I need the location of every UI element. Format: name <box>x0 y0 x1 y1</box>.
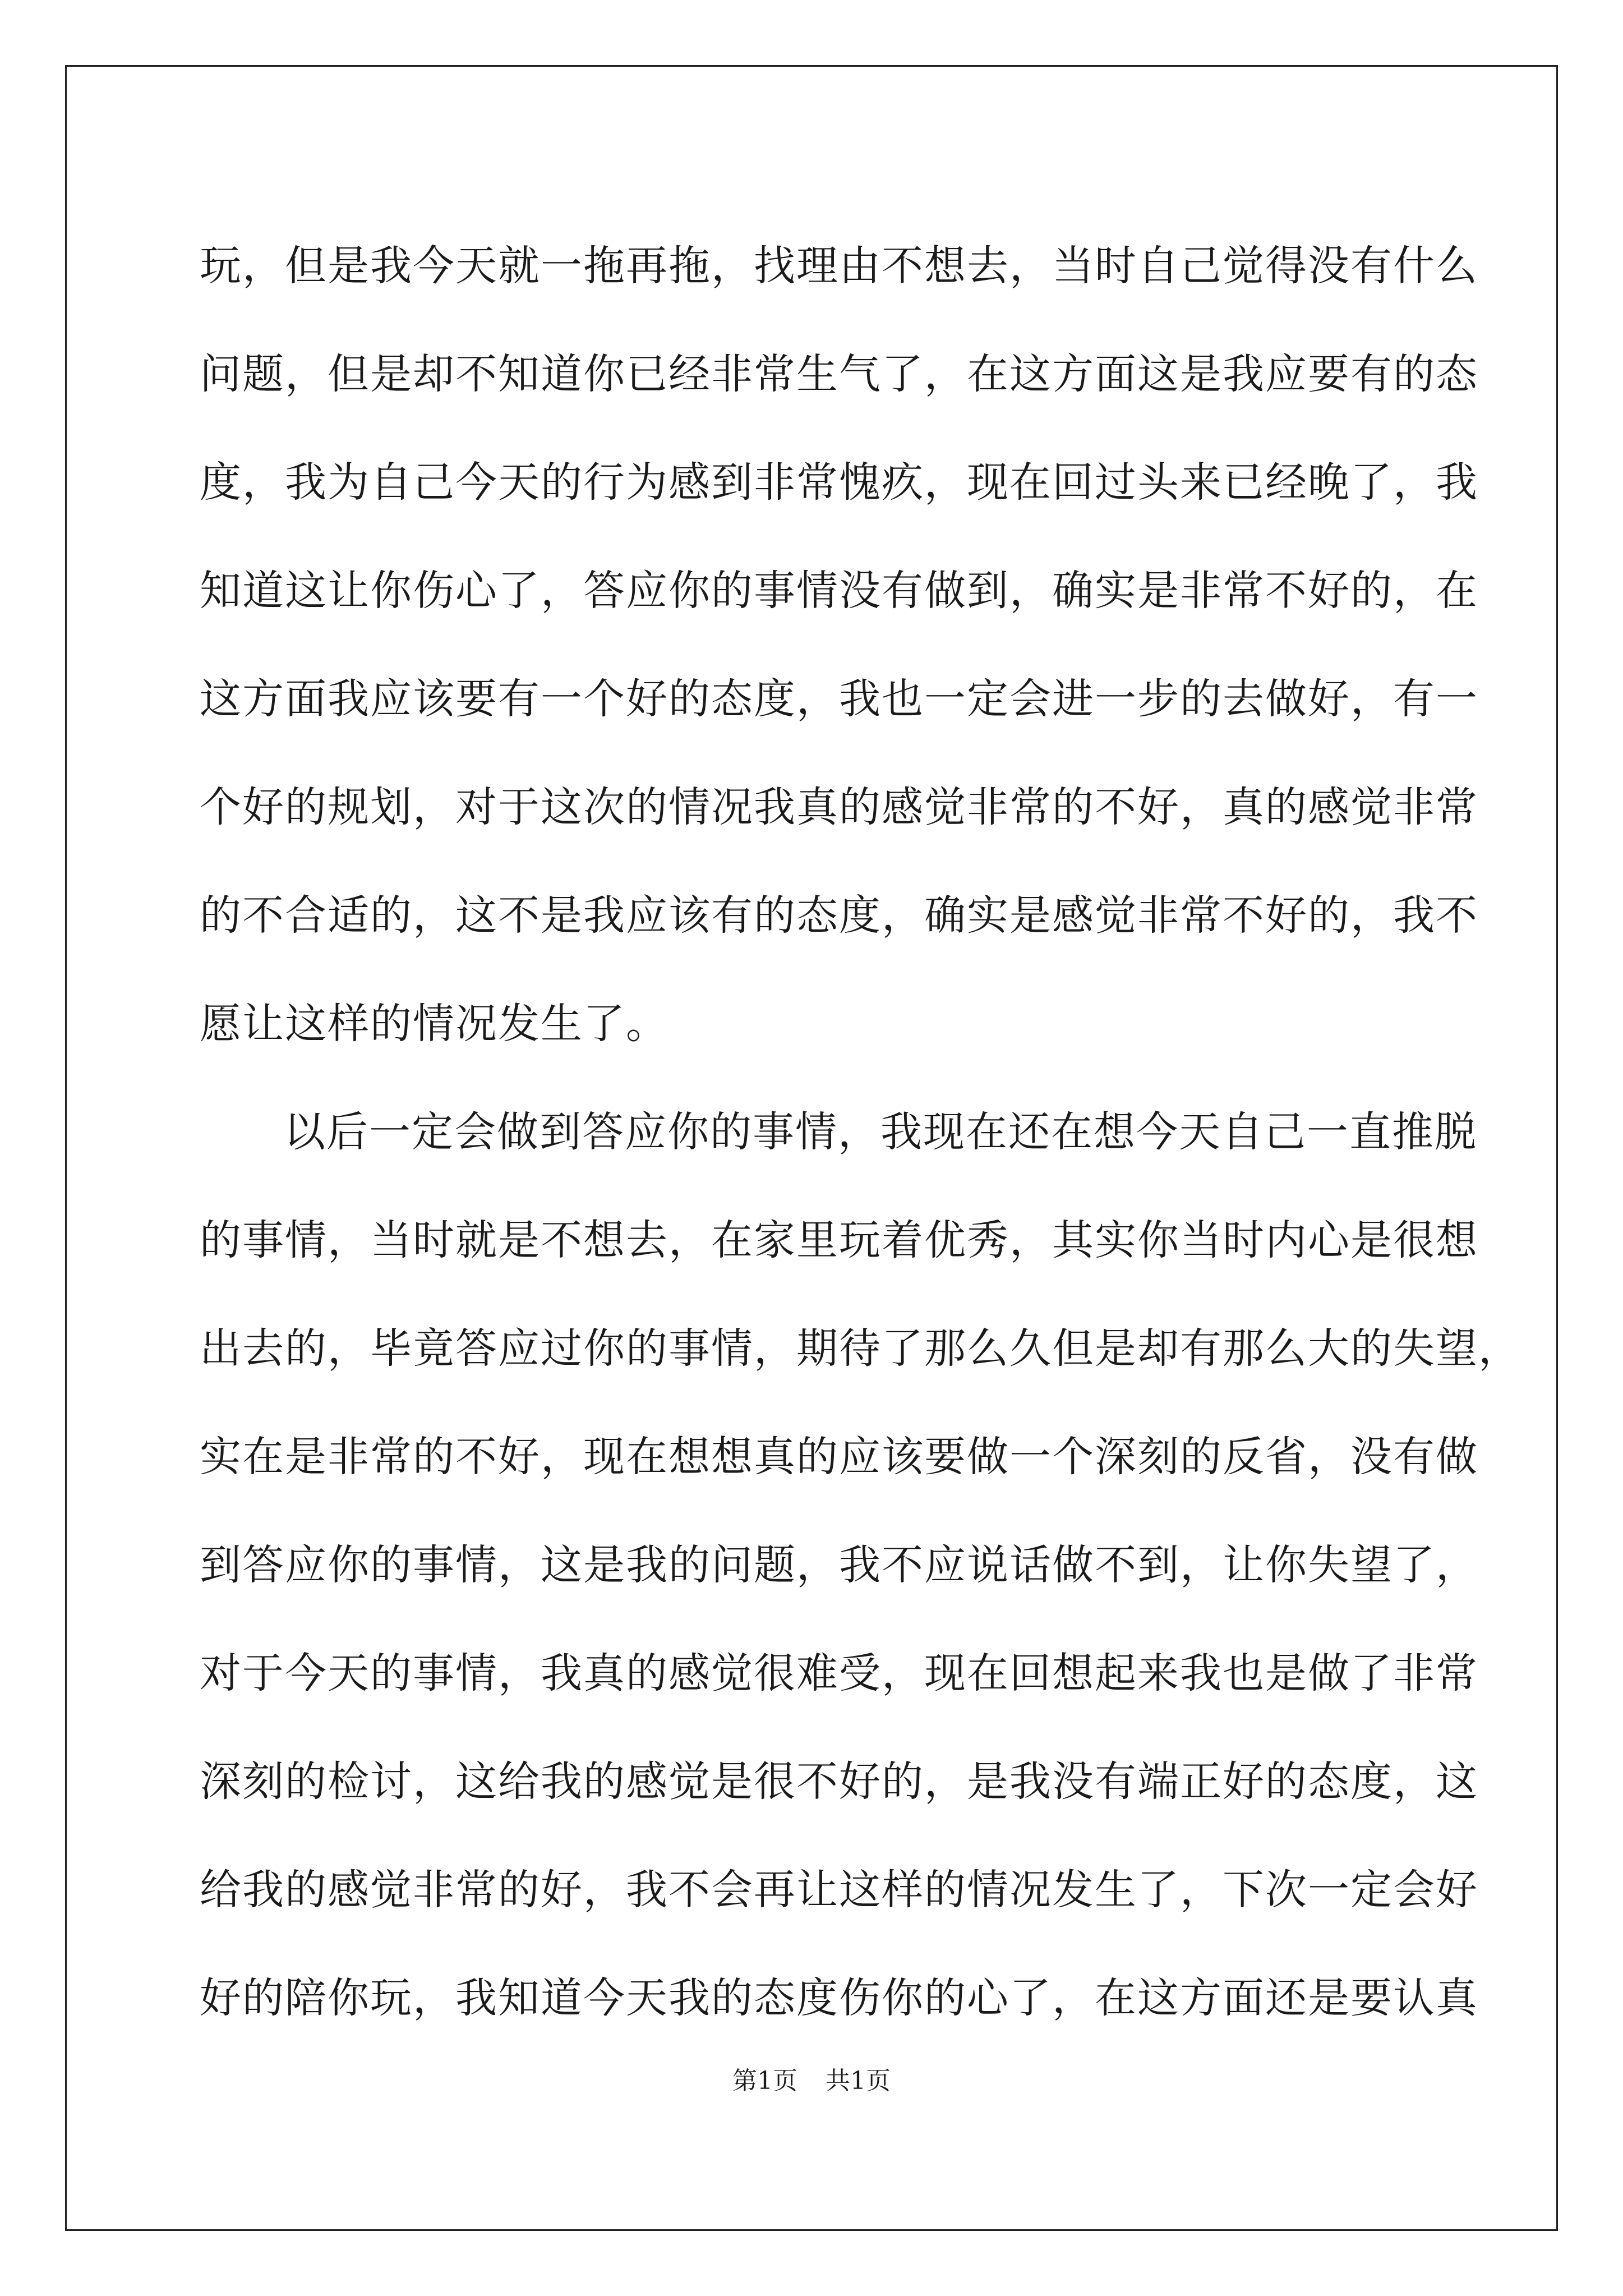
page-total: 共1页 <box>826 2067 891 2095</box>
page-footer <box>0 2064 1623 2098</box>
text-line: 好的陪你玩，我知道今天我的态度伤你的心了，在这方面还是要认真 <box>200 1974 1478 2022</box>
text-line: 深刻的检讨，这给我的感觉是很不好的，是我没有端正好的态度，这 <box>200 1757 1478 1806</box>
text-line: 个好的规划，对于这次的情况我真的感觉非常的不好，真的感觉非常 <box>200 783 1478 831</box>
text-line: 玩，但是我今天就一拖再拖，找理由不想去，当时自己觉得没有什么 <box>200 242 1478 290</box>
text-line: 出去的，毕竟答应过你的事情，期待了那么久但是却有那么大的失望， <box>200 1324 1521 1373</box>
document-body <box>200 212 1521 2053</box>
text-line: 对于今天的事情，我真的感觉很难受，现在回想起来我也是做了非常 <box>200 1649 1478 1697</box>
text-line: 问题，但是却不知道你已经非常生气了，在这方面这是我应要有的态 <box>200 350 1478 398</box>
text-line: 给我的感觉非常的好，我不会再让这样的情况发生了，下次一定会好 <box>200 1866 1478 1914</box>
text-line: 到答应你的事情，这是我的问题，我不应说话做不到，让你失望了， <box>200 1541 1478 1589</box>
page-number: 第1页 <box>732 2067 797 2095</box>
text-line: 度，我为自己今天的行为感到非常愧疚，现在回过头来已经晚了，我 <box>200 458 1478 507</box>
text-line: 这方面我应该要有一个好的态度，我也一定会进一步的去做好，有一 <box>200 675 1478 723</box>
text-line: 知道这让你伤心了，答应你的事情没有做到，确实是非常不好的，在 <box>200 567 1478 615</box>
text-line: 实在是非常的不好，现在想想真的应该要做一个深刻的反省，没有做 <box>200 1433 1478 1481</box>
text-line: 以后一定会做到答应你的事情，我现在还在想今天自己一直推脱 <box>284 1108 1477 1156</box>
text-line: 愿让这样的情况发生了。 <box>200 1000 668 1048</box>
text-line: 的事情，当时就是不想去，在家里玩着优秀，其实你当时内心是很想 <box>200 1216 1478 1264</box>
text-line: 的不合适的，这不是我应该有的态度，确实是感觉非常不好的，我不 <box>200 891 1478 940</box>
